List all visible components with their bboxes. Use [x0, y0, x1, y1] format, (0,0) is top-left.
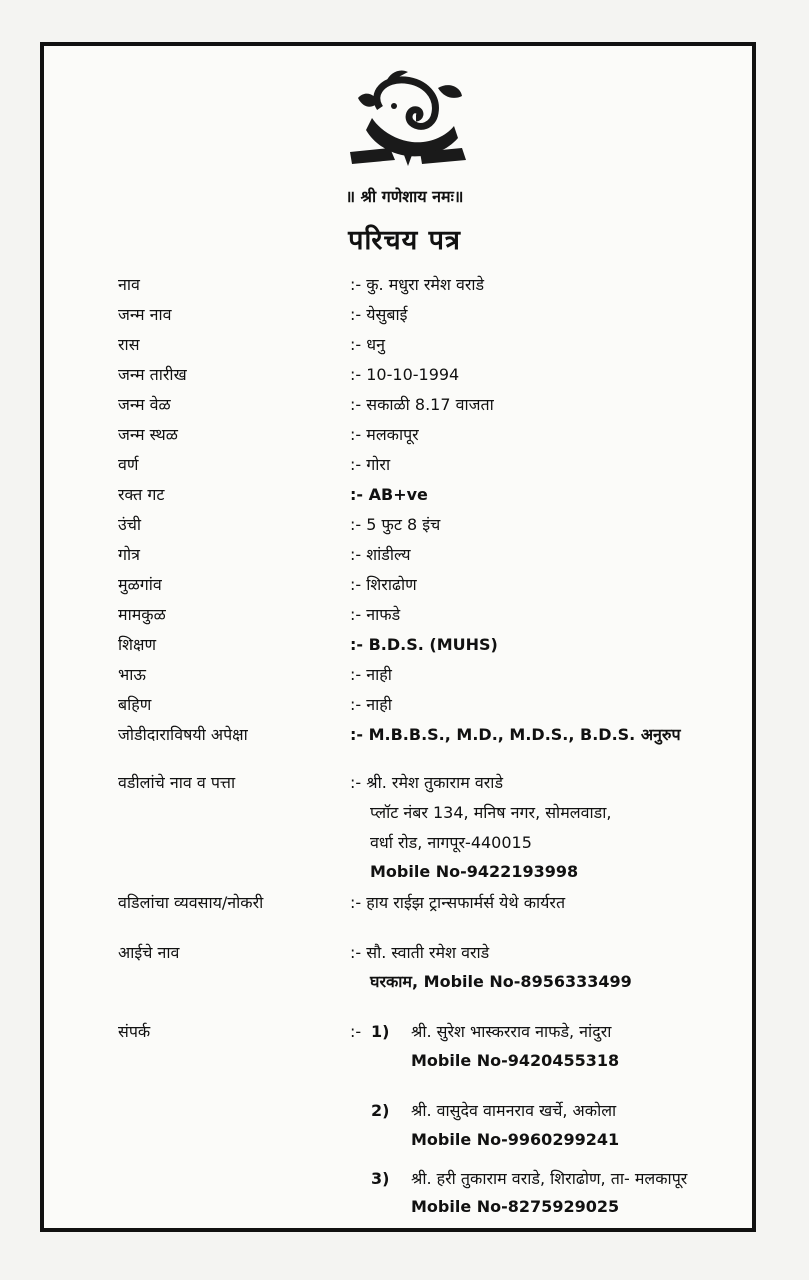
- field-label: जन्म स्थळ: [118, 425, 178, 444]
- contact-mobile: Mobile No-9960299241: [411, 1130, 620, 1149]
- father-address-line1: प्लॉट नंबर 134, मनिष नगर, सोमलवाडा,: [370, 803, 612, 822]
- field-value: :- B.D.S. (MUHS): [350, 635, 498, 654]
- contact-number: 1): [371, 1022, 390, 1041]
- field-label: जोडीदाराविषयी अपेक्षा: [118, 725, 248, 744]
- field-label: भाऊ: [118, 665, 146, 684]
- father-label: वडीलांचे नाव व पत्ता: [118, 773, 236, 792]
- field-label: जन्म नाव: [118, 305, 172, 324]
- contact-number: 2): [371, 1101, 390, 1120]
- page-title: परिचय पत्र: [348, 225, 461, 256]
- field-value: :- M.B.B.S., M.D., M.D.S., B.D.S. अनुरुप: [350, 725, 681, 744]
- field-label: उंची: [118, 515, 142, 534]
- father-address-line2: वर्धा रोड, नागपूर-440015: [370, 833, 532, 852]
- field-label: जन्म तारीख: [118, 365, 187, 384]
- contact-mobile: Mobile No-8275929025: [411, 1197, 620, 1216]
- field-label: नाव: [118, 275, 140, 294]
- field-label: मामकुळ: [118, 605, 166, 624]
- field-value: :- नाफडे: [350, 605, 401, 624]
- field-label: रास: [118, 335, 140, 354]
- field-value: :- 10-10-1994: [350, 365, 460, 384]
- field-label: शिक्षण: [118, 635, 157, 654]
- contact-name: श्री. हरी तुकाराम वराडे, शिराढोण, ता- मलकापूर: [411, 1169, 688, 1188]
- field-value: :- येसुबाई: [350, 305, 408, 324]
- father-name: :- श्री. रमेश तुकाराम वराडे: [350, 773, 504, 792]
- field-label: गोत्र: [118, 545, 140, 564]
- ganesha-emblem-icon: [350, 68, 468, 168]
- mother-detail: घरकाम, Mobile No-8956333499: [370, 972, 632, 991]
- field-value: :- कु. मधुरा रमेश वराडे: [350, 275, 485, 294]
- field-value: :- धनु: [350, 335, 385, 354]
- field-value: :- सकाळी 8.17 वाजता: [350, 395, 494, 414]
- mother-label: आईचे नाव: [118, 943, 180, 962]
- field-value: :- नाही: [350, 665, 392, 684]
- invocation-text: ॥ श्री गणेशाय नमः॥: [345, 187, 464, 206]
- father-mobile: Mobile No-9422193998: [370, 862, 579, 881]
- field-value: :- मलकापूर: [350, 425, 419, 444]
- field-value: :- शिराढोण: [350, 575, 417, 594]
- occupation-label: वडिलांचा व्यवसाय/नोकरी: [118, 893, 264, 912]
- field-value: :- शांडील्य: [350, 545, 411, 564]
- field-label: जन्म वेळ: [118, 395, 171, 414]
- field-label: बहिण: [118, 695, 152, 714]
- occupation-value: :- हाय राईझ ट्रान्सफार्मर्स येथे कार्यरत: [350, 893, 566, 912]
- contact-name: श्री. सुरेश भास्करराव नाफडे, नांदुरा: [411, 1022, 612, 1041]
- field-value: :- गोरा: [350, 455, 391, 474]
- contact-label: संपर्क: [118, 1022, 151, 1041]
- contact-mobile: Mobile No-9420455318: [411, 1051, 620, 1070]
- field-label: रक्त गट: [118, 485, 165, 504]
- contact-number: 3): [371, 1169, 390, 1188]
- field-value: :- नाही: [350, 695, 392, 714]
- contact-separator: :-: [350, 1022, 362, 1041]
- field-label: मुळगांव: [118, 575, 162, 594]
- contact-name: श्री. वासुदेव वामनराव खर्चे, अकोला: [411, 1101, 617, 1120]
- mother-name: :- सौ. स्वाती रमेश वराडे: [350, 943, 490, 962]
- field-value: :- 5 फुट 8 इंच: [350, 515, 441, 534]
- field-value: :- AB+ve: [350, 485, 428, 504]
- field-label: वर्ण: [118, 455, 139, 474]
